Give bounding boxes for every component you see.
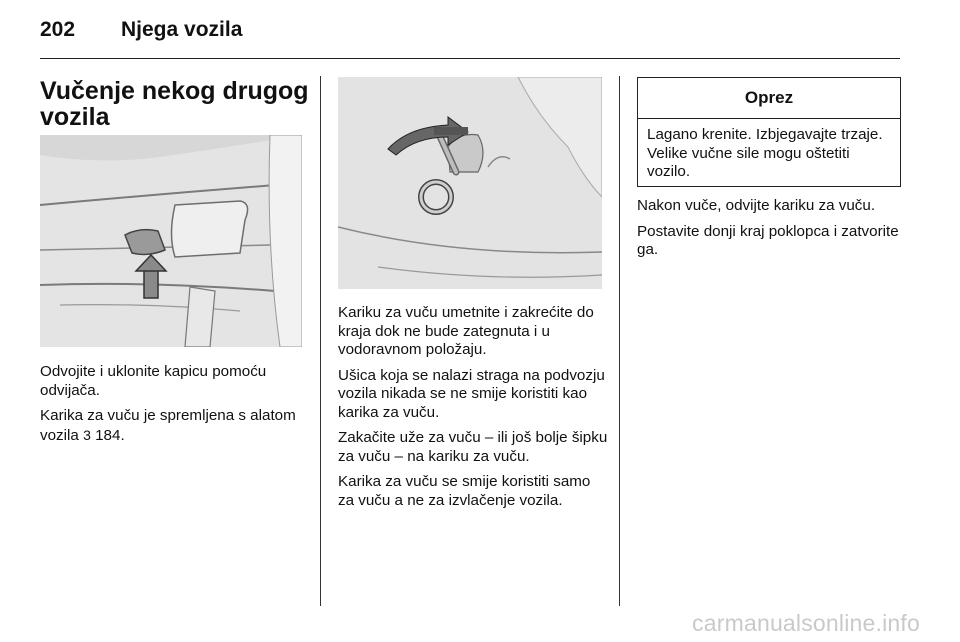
column-divider-1 (320, 76, 321, 606)
instruction-remove-cap: Odvojite i uklonite kapicu pomoću odvijača. (40, 363, 267, 399)
instruction-close-cover: Postavite donji kraj poklopca i zatvorite ga. (637, 222, 899, 258)
instruction-insert-eye: Kariku za vuču umetnite i zakrećite do kraja dok ne bude zategnuta i u vodoravnom položaju. (338, 304, 594, 358)
caution-text: Lagano krenite. Izbjegavajte trzaje. Velike vučne sile mogu oštetiti vozilo. (647, 126, 883, 180)
cross-reference-page: 184. (95, 426, 125, 444)
watermark: carmanualsonline.info (692, 610, 920, 636)
cross-reference-icon: 3 (83, 426, 91, 443)
note-towing-only: Karika za vuču se smije koristiti samo za vuču a ne za izvlačenje vozila. (338, 473, 591, 509)
figure-towing-eye (338, 77, 602, 289)
caution-box (637, 77, 901, 187)
instruction-attach-rope: Zakačite uže za vuču – ili još bolje šipku za vuču – na kariku za vuču. (338, 429, 608, 465)
figure-bumper-cap (40, 135, 302, 347)
page-header (40, 18, 900, 58)
caution-title: Oprez (638, 78, 900, 119)
column-1-text (40, 363, 310, 452)
header-rule (40, 58, 900, 59)
instruction-eye-location: Karika za vuču je spremljena s alatom vozila 3 184. (40, 407, 296, 444)
warning-underbody-eye: Ušica koja se nalazi straga na podvozju vozila nikada se ne smije koristiti kao karika za vuču. (338, 366, 605, 421)
page-number: 202 (40, 18, 76, 41)
column-divider-2 (619, 76, 620, 606)
section-title: Vučenje nekog drugog vozila (40, 77, 309, 131)
chapter-title: Njega vozila (121, 18, 243, 41)
instruction-unscrew-eye: Nakon vuče, odvijte kariku za vuču. (637, 197, 876, 214)
column-2-text (338, 304, 610, 517)
column-3-text (637, 197, 901, 267)
